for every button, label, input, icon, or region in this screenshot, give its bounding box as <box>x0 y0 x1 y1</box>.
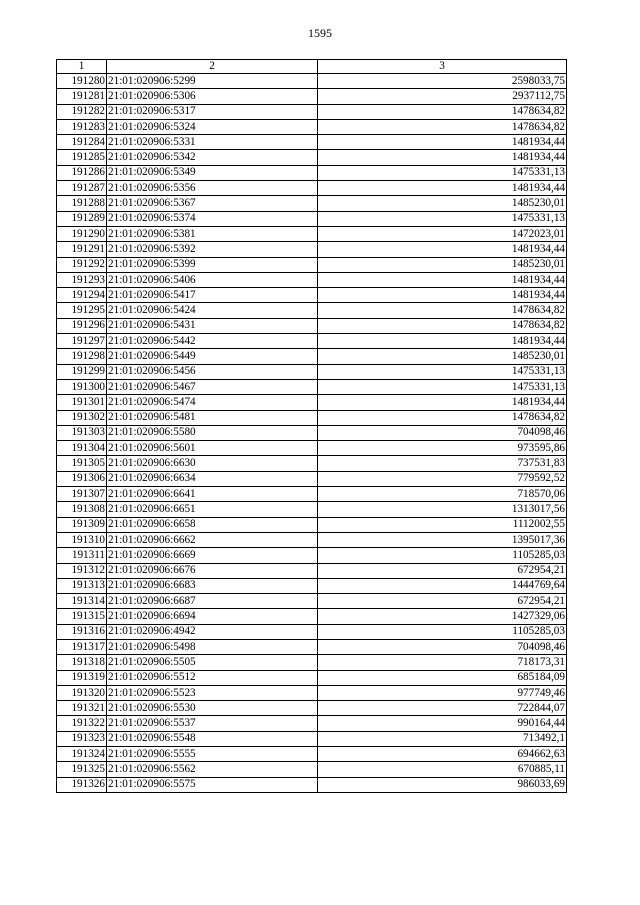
row-number: 191291 <box>57 242 107 257</box>
row-number: 191325 <box>57 762 107 777</box>
row-number: 191308 <box>57 502 107 517</box>
page-number: 1595 <box>308 26 332 40</box>
table-row <box>57 471 567 486</box>
cadastral-value: 1427329,06 <box>318 609 567 624</box>
row-number: 191298 <box>57 349 107 364</box>
table-row <box>57 364 567 379</box>
row-number: 191300 <box>57 379 107 394</box>
cadastral-number: 21:01:020906:5505 <box>107 655 318 670</box>
cadastral-value: 1478634,82 <box>318 318 567 333</box>
cadastral-value: 986033,69 <box>318 777 567 792</box>
row-number: 191322 <box>57 716 107 731</box>
cadastral-value: 1485230,01 <box>318 257 567 272</box>
row-number: 191305 <box>57 456 107 471</box>
cadastral-number: 21:01:020906:5331 <box>107 135 318 150</box>
table-row <box>57 318 567 333</box>
row-number: 191307 <box>57 487 107 502</box>
column-header-1: 1 <box>57 60 107 74</box>
cadastral-number: 21:01:020906:6683 <box>107 578 318 593</box>
cadastral-number: 21:01:020906:6634 <box>107 471 318 486</box>
cadastral-number: 21:01:020906:5580 <box>107 425 318 440</box>
cadastral-number: 21:01:020906:5467 <box>107 379 318 394</box>
row-number: 191302 <box>57 410 107 425</box>
row-number: 191326 <box>57 777 107 792</box>
row-number: 191317 <box>57 639 107 654</box>
table-row <box>57 441 567 456</box>
cadastral-value: 1112002,55 <box>318 517 567 532</box>
cadastral-number: 21:01:020906:5392 <box>107 242 318 257</box>
table-row <box>57 150 567 165</box>
table-row <box>57 716 567 731</box>
cadastral-value: 1481934,44 <box>318 272 567 287</box>
cadastral-number: 21:01:020906:5442 <box>107 334 318 349</box>
cadastral-number: 21:01:020906:5417 <box>107 288 318 303</box>
cadastral-number: 21:01:020906:6641 <box>107 487 318 502</box>
cadastral-number: 21:01:020906:6651 <box>107 502 318 517</box>
cadastral-value: 672954,21 <box>318 594 567 609</box>
row-number: 191288 <box>57 196 107 211</box>
table-row <box>57 257 567 272</box>
cadastral-value: 737531,83 <box>318 456 567 471</box>
cadastral-value: 973595,86 <box>318 441 567 456</box>
cadastral-number: 21:01:020906:5530 <box>107 701 318 716</box>
cadastral-value: 1481934,44 <box>318 395 567 410</box>
cadastral-value: 685184,09 <box>318 670 567 685</box>
cadastral-number: 21:01:020906:6669 <box>107 548 318 563</box>
cadastral-number: 21:01:020906:5399 <box>107 257 318 272</box>
table-row <box>57 425 567 440</box>
row-number: 191296 <box>57 318 107 333</box>
row-number: 191280 <box>57 74 107 89</box>
cadastral-number: 21:01:020906:6694 <box>107 609 318 624</box>
cadastral-value: 1485230,01 <box>318 349 567 364</box>
row-number: 191301 <box>57 395 107 410</box>
cadastral-number: 21:01:020906:5306 <box>107 89 318 104</box>
table-row <box>57 655 567 670</box>
table-row <box>57 135 567 150</box>
cadastral-number: 21:01:020906:5562 <box>107 762 318 777</box>
cadastral-value: 1481934,44 <box>318 181 567 196</box>
cadastral-value: 977749,46 <box>318 685 567 700</box>
table-row <box>57 762 567 777</box>
row-number: 191311 <box>57 548 107 563</box>
cadastral-number: 21:01:020906:6687 <box>107 594 318 609</box>
cadastral-value: 1444769,64 <box>318 578 567 593</box>
cadastral-number: 21:01:020906:5324 <box>107 119 318 134</box>
table-row <box>57 456 567 471</box>
row-number: 191321 <box>57 701 107 716</box>
table-row <box>57 517 567 532</box>
cadastral-value: 1472023,01 <box>318 226 567 241</box>
row-number: 191320 <box>57 685 107 700</box>
table-row <box>57 502 567 517</box>
row-number: 191312 <box>57 563 107 578</box>
row-number: 191309 <box>57 517 107 532</box>
table-row <box>57 272 567 287</box>
cadastral-number: 21:01:020906:5356 <box>107 181 318 196</box>
cadastral-number: 21:01:020906:5449 <box>107 349 318 364</box>
table-row <box>57 563 567 578</box>
row-number: 191287 <box>57 181 107 196</box>
table-row <box>57 165 567 180</box>
cadastral-value: 1395017,36 <box>318 532 567 547</box>
row-number: 191295 <box>57 303 107 318</box>
cadastral-value: 704098,46 <box>318 425 567 440</box>
row-number: 191304 <box>57 441 107 456</box>
table-row <box>57 685 567 700</box>
cadastral-number: 21:01:020906:5575 <box>107 777 318 792</box>
cadastral-number: 21:01:020906:5474 <box>107 395 318 410</box>
cadastral-value: 713492,1 <box>318 731 567 746</box>
cadastral-value: 2598033,75 <box>318 74 567 89</box>
table-row <box>57 777 567 792</box>
table-row <box>57 548 567 563</box>
row-number: 191284 <box>57 135 107 150</box>
table-row <box>57 334 567 349</box>
table-row <box>57 578 567 593</box>
cadastral-value: 1478634,82 <box>318 410 567 425</box>
cadastral-value: 1475331,13 <box>318 379 567 394</box>
table-row <box>57 288 567 303</box>
cadastral-value: 718173,31 <box>318 655 567 670</box>
cadastral-number: 21:01:020906:5349 <box>107 165 318 180</box>
row-number: 191306 <box>57 471 107 486</box>
cadastral-value: 722844,07 <box>318 701 567 716</box>
cadastral-number: 21:01:020906:5299 <box>107 74 318 89</box>
row-number: 191285 <box>57 150 107 165</box>
table-row <box>57 379 567 394</box>
row-number: 191310 <box>57 532 107 547</box>
table-body <box>57 74 567 793</box>
cadastral-number: 21:01:020906:6658 <box>107 517 318 532</box>
cadastral-value: 694662,63 <box>318 747 567 762</box>
cadastral-value: 1485230,01 <box>318 196 567 211</box>
table-row <box>57 181 567 196</box>
row-number: 191292 <box>57 257 107 272</box>
cadastral-number: 21:01:020906:5512 <box>107 670 318 685</box>
header-row <box>57 60 567 74</box>
cadastral-value: 1313017,56 <box>318 502 567 517</box>
column-header-2: 2 <box>107 60 318 74</box>
cadastral-value: 672954,21 <box>318 563 567 578</box>
row-number: 191297 <box>57 334 107 349</box>
cadastral-value: 1105285,03 <box>318 548 567 563</box>
cadastral-number: 21:01:020906:5498 <box>107 639 318 654</box>
table-row <box>57 487 567 502</box>
cadastral-value: 1478634,82 <box>318 104 567 119</box>
cadastral-number: 21:01:020906:5537 <box>107 716 318 731</box>
cadastral-number: 21:01:020906:5374 <box>107 211 318 226</box>
cadastral-value: 704098,46 <box>318 639 567 654</box>
cadastral-number: 21:01:020906:5555 <box>107 747 318 762</box>
cadastral-value: 2937112,75 <box>318 89 567 104</box>
cadastral-number: 21:01:020906:5523 <box>107 685 318 700</box>
row-number: 191299 <box>57 364 107 379</box>
table-row <box>57 226 567 241</box>
cadastral-number: 21:01:020906:5601 <box>107 441 318 456</box>
row-number: 191281 <box>57 89 107 104</box>
cadastral-value: 1475331,13 <box>318 364 567 379</box>
column-header-3: 3 <box>318 60 567 74</box>
cadastral-number: 21:01:020906:5424 <box>107 303 318 318</box>
cadastral-value: 1105285,03 <box>318 624 567 639</box>
table-row <box>57 624 567 639</box>
table-row <box>57 74 567 89</box>
table-row <box>57 609 567 624</box>
cadastral-number: 21:01:020906:5456 <box>107 364 318 379</box>
table-row <box>57 104 567 119</box>
cadastral-value-table <box>56 59 567 793</box>
cadastral-number: 21:01:020906:6630 <box>107 456 318 471</box>
cadastral-number: 21:01:020906:5431 <box>107 318 318 333</box>
table-row <box>57 395 567 410</box>
row-number: 191324 <box>57 747 107 762</box>
cadastral-number: 21:01:020906:4942 <box>107 624 318 639</box>
row-number: 191290 <box>57 226 107 241</box>
cadastral-value: 990164,44 <box>318 716 567 731</box>
row-number: 191313 <box>57 578 107 593</box>
row-number: 191316 <box>57 624 107 639</box>
table-row <box>57 119 567 134</box>
cadastral-number: 21:01:020906:5548 <box>107 731 318 746</box>
cadastral-value: 1481934,44 <box>318 288 567 303</box>
cadastral-number: 21:01:020906:5367 <box>107 196 318 211</box>
table-row <box>57 349 567 364</box>
table-row <box>57 303 567 318</box>
table-row <box>57 701 567 716</box>
cadastral-value: 1478634,82 <box>318 119 567 134</box>
row-number: 191323 <box>57 731 107 746</box>
table-row <box>57 594 567 609</box>
table-row <box>57 89 567 104</box>
cadastral-value: 1478634,82 <box>318 303 567 318</box>
cadastral-value: 1481934,44 <box>318 242 567 257</box>
table-row <box>57 639 567 654</box>
cadastral-value: 1481934,44 <box>318 150 567 165</box>
table-row <box>57 532 567 547</box>
row-number: 191303 <box>57 425 107 440</box>
table-row <box>57 211 567 226</box>
row-number: 191286 <box>57 165 107 180</box>
cadastral-value: 718570,06 <box>318 487 567 502</box>
cadastral-value: 779592,52 <box>318 471 567 486</box>
table-row <box>57 410 567 425</box>
row-number: 191319 <box>57 670 107 685</box>
cadastral-number: 21:01:020906:6662 <box>107 532 318 547</box>
row-number: 191293 <box>57 272 107 287</box>
cadastral-number: 21:01:020906:5342 <box>107 150 318 165</box>
cadastral-value: 1481934,44 <box>318 135 567 150</box>
table-row <box>57 747 567 762</box>
cadastral-number: 21:01:020906:5317 <box>107 104 318 119</box>
cadastral-number: 21:01:020906:5381 <box>107 226 318 241</box>
row-number: 191318 <box>57 655 107 670</box>
cadastral-value: 1475331,13 <box>318 211 567 226</box>
table-row <box>57 670 567 685</box>
cadastral-value: 1481934,44 <box>318 334 567 349</box>
row-number: 191314 <box>57 594 107 609</box>
table-row <box>57 242 567 257</box>
table-row <box>57 196 567 211</box>
cadastral-number: 21:01:020906:5481 <box>107 410 318 425</box>
table-row <box>57 731 567 746</box>
row-number: 191315 <box>57 609 107 624</box>
cadastral-number: 21:01:020906:6676 <box>107 563 318 578</box>
row-number: 191282 <box>57 104 107 119</box>
cadastral-value: 1475331,13 <box>318 165 567 180</box>
cadastral-number: 21:01:020906:5406 <box>107 272 318 287</box>
row-number: 191294 <box>57 288 107 303</box>
row-number: 191289 <box>57 211 107 226</box>
cadastral-value: 670885,11 <box>318 762 567 777</box>
table-header <box>57 60 567 74</box>
row-number: 191283 <box>57 119 107 134</box>
